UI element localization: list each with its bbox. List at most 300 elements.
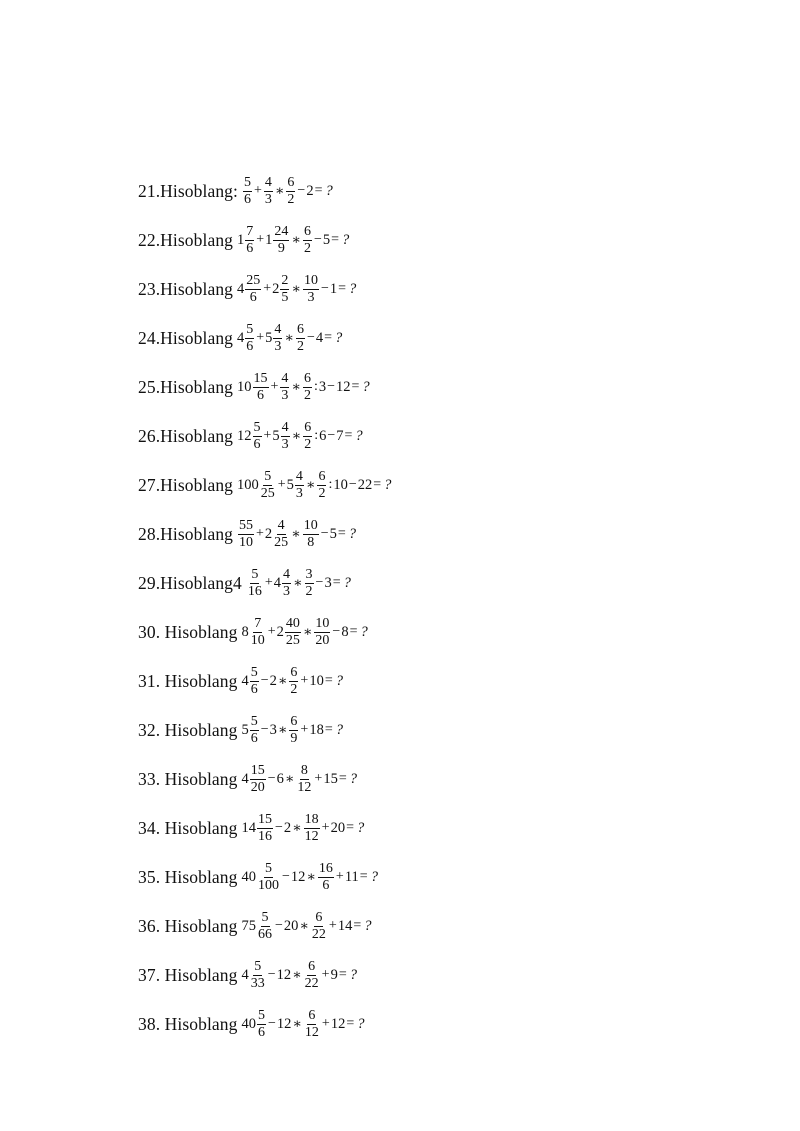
fraction-numerator: 18 (304, 811, 319, 827)
operator: − (327, 379, 335, 394)
question-mark: ? (349, 966, 357, 983)
integer: 8 (341, 623, 349, 640)
fraction-denominator: 9 (290, 730, 298, 746)
operator: ∗ (292, 1016, 302, 1032)
operator: = (351, 379, 360, 394)
fraction (304, 812, 320, 845)
operator: : (313, 379, 318, 394)
problem-label: 21.Hisoblang: (138, 180, 238, 201)
operator: = (314, 183, 323, 198)
integer: 12 (335, 378, 351, 395)
problem-item (138, 955, 357, 995)
question-mark: ? (342, 231, 350, 248)
fraction-denominator: 2 (296, 338, 304, 354)
operator: = (338, 281, 346, 296)
fraction-denominator: 2 (287, 191, 295, 207)
integer: 4 (237, 280, 245, 297)
fraction (304, 1008, 320, 1041)
math-expression (242, 910, 372, 943)
fraction-denominator: 6 (322, 877, 330, 893)
fraction (311, 910, 327, 943)
fraction (250, 665, 259, 698)
question-mark: ? (343, 574, 351, 591)
fraction (250, 616, 266, 649)
fraction-numerator: 6 (287, 174, 295, 190)
operator: + (256, 330, 265, 345)
fraction (247, 567, 263, 600)
operator: ∗ (291, 379, 301, 395)
fraction-numerator: 5 (254, 958, 262, 974)
fraction-denominator: 2 (290, 681, 298, 697)
integer: 2 (306, 182, 314, 199)
fraction-denominator: 3 (307, 289, 315, 305)
fraction-numerator: 5 (265, 860, 272, 876)
operator: − (275, 918, 283, 933)
fraction-numerator: 5 (246, 321, 254, 337)
fraction-numerator: 4 (274, 321, 282, 337)
integer: 2 (276, 623, 284, 640)
problem-item (138, 661, 343, 701)
fraction-denominator: 2 (305, 583, 313, 599)
operator: = (332, 575, 341, 590)
fraction-denominator: 16 (258, 828, 272, 844)
operator: ∗ (291, 428, 302, 444)
fraction-denominator: 2 (303, 387, 311, 403)
math-expression (242, 175, 333, 208)
fraction (250, 714, 259, 747)
fraction-numerator: 4 (281, 419, 289, 435)
integer: 5 (286, 476, 294, 493)
integer: 18 (309, 721, 324, 738)
fraction-numerator: 8 (300, 762, 308, 778)
operator: ∗ (284, 771, 295, 787)
integer: 4 (241, 966, 249, 983)
fraction (243, 175, 252, 208)
fraction (303, 224, 312, 257)
operator: = (324, 722, 333, 737)
operator: = (346, 820, 354, 835)
question-mark: ? (370, 868, 378, 885)
fraction-numerator: 7 (246, 223, 254, 239)
operator: + (300, 673, 309, 688)
problem-item (138, 171, 333, 211)
fraction (318, 861, 334, 894)
math-expression (242, 714, 343, 747)
problem-item (138, 318, 342, 358)
integer: 40 (241, 868, 256, 885)
integer: 20 (283, 917, 299, 934)
math-expression (242, 616, 368, 649)
problem-item (138, 416, 363, 456)
operator: − (332, 624, 341, 639)
fraction-denominator: 66 (258, 926, 272, 942)
operator: − (282, 869, 290, 884)
operator: = (349, 624, 358, 639)
integer: 22 (357, 476, 373, 493)
integer: 15 (323, 770, 338, 787)
math-expression (242, 959, 357, 992)
operator: = (338, 771, 347, 786)
question-mark: ? (360, 623, 368, 640)
operator: ∗ (292, 967, 302, 983)
problem-item (138, 759, 357, 799)
operator: + (328, 918, 337, 933)
integer: 100 (237, 476, 259, 493)
question-mark: ? (349, 770, 357, 787)
operator: + (267, 624, 276, 639)
fraction-numerator: 6 (304, 419, 312, 435)
question-mark: ? (348, 525, 356, 542)
fraction (245, 224, 254, 257)
fraction (303, 420, 312, 453)
fraction-numerator: 5 (261, 909, 269, 925)
operator: = (344, 428, 353, 443)
operator: + (264, 575, 273, 590)
fraction-numerator: 15 (253, 370, 268, 386)
fraction-denominator: 20 (315, 632, 330, 648)
operator: = (338, 967, 347, 982)
fraction (260, 469, 276, 502)
integer: 4 (237, 329, 245, 346)
operator: − (327, 428, 336, 443)
operator: = (346, 1016, 355, 1031)
fraction (303, 371, 312, 404)
fraction-numerator: 25 (246, 272, 261, 288)
fraction (303, 273, 319, 306)
fraction-numerator: 4 (277, 517, 285, 533)
fraction-denominator: 3 (281, 436, 289, 452)
integer: 1 (237, 231, 245, 248)
integer: 2 (269, 672, 277, 689)
math-expression (237, 224, 349, 257)
operator: − (306, 330, 315, 345)
fraction-denominator: 2 (304, 436, 312, 452)
fraction (314, 616, 330, 649)
fraction (250, 763, 266, 796)
operator: = (324, 673, 333, 688)
operator: : (314, 428, 319, 443)
problem-label: 25.Hisoblang (138, 376, 234, 397)
operator: − (268, 1016, 276, 1031)
fraction-numerator: 4 (281, 370, 289, 386)
integer: 5 (322, 231, 331, 248)
integer: 2 (272, 280, 280, 297)
operator: ∗ (291, 232, 301, 248)
fraction-denominator: 6 (257, 387, 265, 403)
operator: = (353, 918, 362, 933)
question-mark: ? (335, 329, 343, 346)
fraction-denominator: 12 (304, 1024, 319, 1040)
integer: 6 (276, 770, 284, 787)
fraction-numerator: 6 (303, 370, 311, 386)
fraction-denominator: 16 (247, 583, 262, 599)
integer: 10 (333, 476, 348, 493)
operator: = (331, 232, 339, 247)
integer: 6 (319, 427, 327, 444)
fraction-numerator: 55 (239, 517, 254, 533)
operator: ∗ (292, 820, 302, 836)
operator: − (320, 281, 329, 296)
fraction-denominator: 20 (250, 779, 265, 795)
problem-label: 35. Hisoblang (138, 866, 238, 887)
fraction (281, 420, 290, 453)
problem-item (138, 563, 351, 603)
math-expression (237, 371, 370, 404)
fraction-numerator: 5 (250, 713, 258, 729)
integer: 12 (276, 966, 292, 983)
operator: + (270, 379, 279, 394)
math-expression (237, 518, 356, 551)
fraction-denominator: 3 (274, 338, 282, 354)
integer: 7 (336, 427, 344, 444)
operator: − (260, 722, 269, 737)
question-mark: ? (364, 917, 372, 934)
fraction-denominator: 8 (307, 534, 315, 550)
math-expression (242, 763, 357, 796)
fraction (282, 567, 291, 600)
question-mark: ? (355, 427, 363, 444)
problem-item (138, 514, 356, 554)
math-expression (242, 812, 365, 845)
operator: ∗ (293, 575, 303, 591)
operator: − (267, 967, 276, 982)
operator: + (256, 526, 264, 541)
fraction (250, 959, 266, 992)
fraction (280, 371, 289, 404)
fraction-denominator: 3 (264, 191, 272, 207)
problem-item (138, 269, 356, 309)
integer: 5 (272, 427, 280, 444)
math-expression (246, 567, 351, 600)
fraction-denominator: 6 (246, 240, 254, 256)
operator: ∗ (305, 477, 316, 493)
integer: 10 (309, 672, 324, 689)
fraction-numerator: 6 (308, 958, 316, 974)
fraction-numerator: 6 (318, 468, 326, 484)
integer: 1 (265, 231, 273, 248)
operator: = (324, 330, 332, 345)
integer: 12 (276, 1015, 292, 1032)
problem-label: 26.Hisoblang (138, 425, 234, 446)
fraction-denominator: 5 (281, 289, 289, 305)
operator: + (300, 722, 309, 737)
integer: 4 (315, 329, 324, 346)
operator: + (277, 477, 286, 492)
fraction (317, 469, 326, 502)
integer: 1 (329, 280, 338, 297)
operator: + (263, 428, 272, 443)
fraction-denominator: 12 (304, 828, 319, 844)
problem-item (138, 220, 349, 260)
fraction (257, 910, 273, 943)
fraction-numerator: 5 (264, 468, 272, 484)
problem-label: 31. Hisoblang (138, 670, 238, 691)
fraction-denominator: 3 (295, 485, 303, 501)
problem-item (138, 710, 343, 750)
fraction-numerator: 3 (305, 566, 313, 582)
fraction-numerator: 5 (243, 174, 251, 190)
fraction-numerator: 24 (274, 223, 289, 239)
operator: ∗ (306, 869, 316, 885)
fraction (245, 322, 254, 355)
problem-label: 37. Hisoblang (138, 964, 238, 985)
integer: 10 (237, 378, 252, 395)
problem-item (138, 808, 364, 848)
fraction (295, 469, 304, 502)
fraction-numerator: 16 (318, 860, 333, 876)
fraction (253, 371, 269, 404)
fraction (296, 763, 312, 796)
fraction (304, 959, 320, 992)
integer: 40 (241, 1015, 256, 1032)
fraction-denominator: 6 (253, 436, 261, 452)
fraction (257, 812, 273, 845)
fraction-numerator: 2 (281, 272, 289, 288)
question-mark: ? (356, 819, 365, 836)
fraction-numerator: 15 (250, 762, 265, 778)
fraction-numerator: 40 (285, 615, 300, 631)
fraction-numerator: 10 (315, 615, 330, 631)
operator: = (359, 869, 368, 884)
fraction-numerator: 5 (253, 419, 261, 435)
fraction (273, 322, 282, 355)
fraction-numerator: 4 (264, 174, 272, 190)
integer: 12 (290, 868, 306, 885)
fraction-denominator: 25 (274, 534, 289, 550)
problem-item (138, 465, 391, 505)
fraction (286, 175, 295, 208)
problem-item (138, 367, 370, 407)
fraction-denominator: 6 (258, 1024, 265, 1040)
fraction-denominator: 6 (250, 681, 258, 697)
problem-label: 34. Hisoblang (138, 817, 238, 838)
fraction (285, 616, 301, 649)
fraction (280, 273, 289, 306)
integer: 20 (330, 819, 346, 836)
operator: + (253, 183, 262, 198)
fraction-numerator: 6 (303, 223, 311, 239)
operator: ∗ (299, 918, 309, 934)
operator: + (263, 281, 272, 296)
operator: + (335, 869, 344, 884)
integer: 3 (269, 721, 277, 738)
integer: 12 (237, 427, 252, 444)
operator: : (328, 477, 333, 492)
math-expression (242, 1008, 365, 1041)
integer: 3 (324, 574, 332, 591)
integer: 5 (329, 525, 337, 542)
problem-label: 27.Hisoblang (138, 474, 234, 495)
fraction-denominator: 2 (303, 240, 311, 256)
operator: − (348, 477, 357, 492)
fraction-denominator: 100 (258, 877, 279, 893)
fraction-numerator: 5 (250, 664, 258, 680)
fraction-denominator: 6 (243, 191, 251, 207)
fraction-numerator: 6 (315, 909, 323, 925)
fraction-numerator: 7 (254, 615, 262, 631)
operator: ∗ (302, 624, 313, 640)
math-expression (237, 273, 356, 306)
math-expression (237, 420, 363, 453)
integer: 2 (283, 819, 292, 836)
math-expression (242, 861, 378, 894)
operator: + (321, 967, 330, 982)
operator: − (267, 771, 276, 786)
fraction (289, 665, 298, 698)
integer: 4 (241, 672, 249, 689)
fraction-denominator: 3 (283, 583, 291, 599)
integer: 75 (241, 917, 256, 934)
operator: − (260, 673, 269, 688)
operator: + (314, 771, 323, 786)
operator: ∗ (291, 526, 301, 542)
problem-label: 33. Hisoblang (138, 768, 238, 789)
fraction-numerator: 4 (283, 566, 291, 582)
problem-label: 36. Hisoblang (138, 915, 238, 936)
question-mark: ? (349, 280, 357, 297)
fraction (257, 1008, 266, 1041)
operator: + (256, 232, 265, 247)
fraction-denominator: 33 (250, 975, 265, 991)
problem-item (138, 1004, 364, 1044)
fraction-numerator: 6 (290, 664, 298, 680)
operator: ∗ (277, 722, 288, 738)
operator: ∗ (291, 281, 301, 297)
fraction (303, 518, 319, 551)
integer: 14 (337, 917, 353, 934)
operator: + (321, 820, 330, 835)
question-mark: ? (325, 182, 333, 199)
problem-label: 29.Hisoblang4 (138, 572, 242, 593)
fraction-denominator: 25 (260, 485, 275, 501)
problem-label: 23.Hisoblang (138, 278, 234, 299)
math-expression (237, 322, 342, 355)
fraction-numerator: 10 (303, 517, 318, 533)
integer: 11 (344, 868, 359, 885)
problem-label: 38. Hisoblang (138, 1013, 238, 1034)
fraction-denominator: 6 (250, 730, 258, 746)
fraction-numerator: 5 (251, 566, 259, 582)
operator: = (373, 477, 382, 492)
fraction-denominator: 10 (239, 534, 254, 550)
operator: = (337, 526, 346, 541)
question-mark: ? (357, 1015, 365, 1032)
fraction (253, 420, 262, 453)
operator: ∗ (277, 673, 288, 689)
math-expression (242, 665, 343, 698)
fraction-denominator: 12 (297, 779, 312, 795)
fraction (238, 518, 254, 551)
integer: 9 (330, 966, 338, 983)
fraction-denominator: 22 (311, 926, 326, 942)
operator: ∗ (284, 330, 294, 346)
integer: 8 (241, 623, 249, 640)
fraction-denominator: 25 (285, 632, 300, 648)
question-mark: ? (362, 378, 370, 395)
fraction-denominator: 22 (304, 975, 319, 991)
problem-item (138, 857, 378, 897)
fraction (296, 322, 305, 355)
fraction-numerator: 6 (308, 1007, 316, 1023)
fraction-numerator: 4 (295, 468, 303, 484)
fraction-denominator: 10 (250, 632, 265, 648)
fraction (257, 861, 280, 894)
operator: − (275, 820, 283, 835)
integer: 5 (265, 329, 273, 346)
operator: − (320, 526, 329, 541)
fraction-numerator: 6 (290, 713, 298, 729)
math-expression (237, 469, 391, 502)
